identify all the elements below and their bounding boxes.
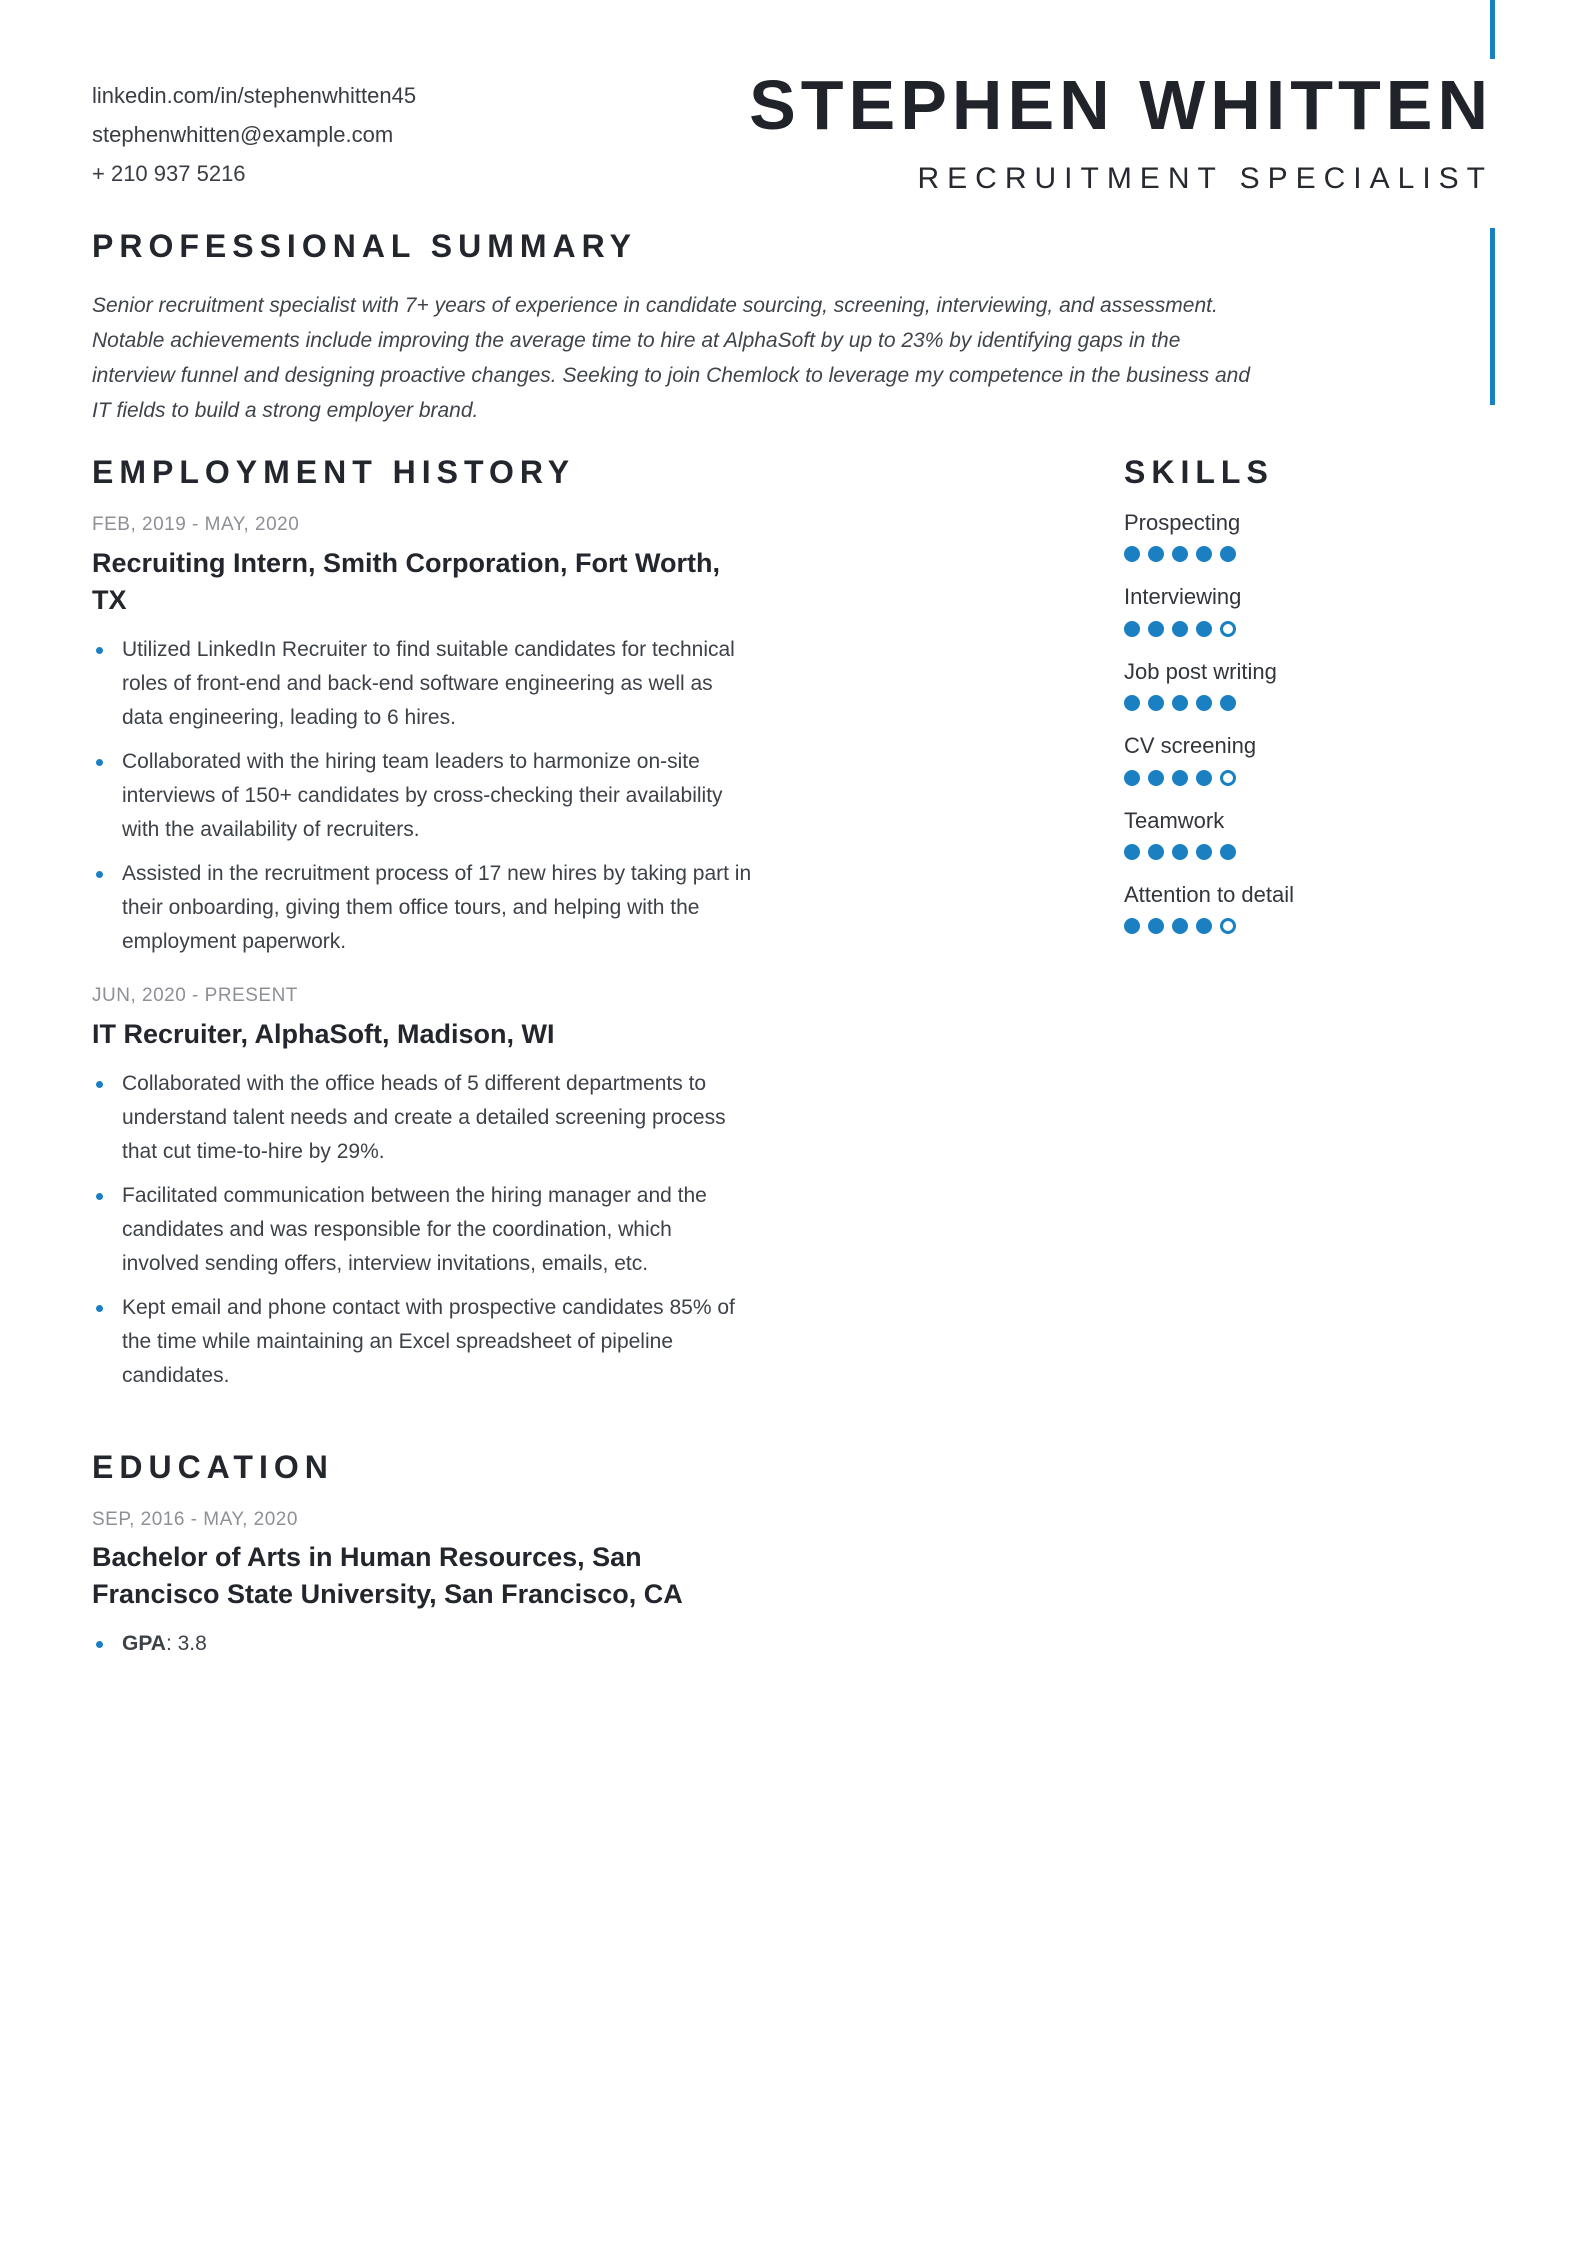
candidate-title: RECRUITMENT SPECIALIST [917,162,1493,195]
skill-dot-filled [1196,844,1212,860]
skill-dot-filled [1148,695,1164,711]
skill-dot-filled [1220,695,1236,711]
skill-label: Teamwork [1124,807,1225,833]
skill-rating [1124,770,1514,786]
skill-dot-filled [1172,695,1188,711]
job-bullet: Utilized LinkedIn Recruiter to find suitable candidates for technical roles of front-end and back-end software engineering as well as data engineering, leading to 6 hires. [92,633,752,735]
skill-dot-filled [1124,844,1140,860]
skill-dot-filled [1172,546,1188,562]
skill-dot-filled [1172,844,1188,860]
skill-dot-filled [1220,844,1236,860]
skill-dot-filled [1124,918,1140,934]
job-entry [92,985,752,1393]
employment-history-section [92,456,752,1393]
accent-bar-bottom [1490,228,1495,405]
skill-item [1124,733,1514,785]
education-degree: Bachelor of Arts in Human Resources, San Francisco State University, San Francisco, CA [92,1542,683,1610]
job-entry [92,514,752,959]
skill-dot-filled [1148,546,1164,562]
skill-rating [1124,546,1514,562]
skill-dot-filled [1196,695,1212,711]
education-bullet [92,1627,752,1661]
main-column [92,456,752,1671]
contact-linkedin: linkedin.com/in/stephenwhitten45 [92,83,417,108]
professional-summary-section [92,230,1257,428]
skill-dot-filled [1124,770,1140,786]
skills-heading: SKILLS [1124,454,1274,490]
contact-block [92,76,416,193]
skill-label: Job post writing [1124,658,1277,684]
skill-dot-empty [1220,621,1236,637]
skill-rating [1124,695,1514,711]
skill-label: Interviewing [1124,584,1242,610]
skill-dot-filled [1196,621,1212,637]
summary-text: Senior recruitment specialist with 7+ years of experience in candidate sourcing, screening, interviewing, and assessment. Notable achievements include improving the average time to hire at AlphaSoft by up to 23% by identifying gaps in the interview funnel and designing proactive changes. Seeking to join Chemlock to leverage my competence in the business and IT fields to build a strong employer brand. [92,294,1251,422]
skill-item [1124,882,1514,934]
skill-dot-filled [1196,546,1212,562]
job-dates: FEB, 2019 - MAY, 2020 [92,514,300,535]
skill-dot-filled [1172,770,1188,786]
skill-dot-empty [1220,918,1236,934]
skill-dot-filled [1172,621,1188,637]
skill-dot-filled [1148,621,1164,637]
skill-dot-filled [1124,695,1140,711]
education-heading: EDUCATION [92,1448,334,1485]
skill-rating [1124,844,1514,860]
job-dates: JUN, 2020 - PRESENT [92,984,298,1006]
skill-dot-filled [1196,918,1212,934]
education-entry [92,1509,752,1662]
skill-dot-filled [1148,918,1164,934]
summary-heading: PROFESSIONAL SUMMARY [92,228,637,264]
skills-column [1124,456,1514,934]
skill-item [1124,584,1514,636]
skill-dot-filled [1220,546,1236,562]
skill-dot-filled [1124,546,1140,562]
job-bullet: Facilitated communication between the hiring manager and the candidates and was responsible for the coordination, which involved sending offers, interview invitations, emails, etc. [92,1179,752,1281]
skill-dot-filled [1148,770,1164,786]
job-bullet: Kept email and phone contact with prospective candidates 85% of the time while maintaining an Excel spreadsheet of pipeline candidates. [92,1291,752,1393]
job-bullet: Collaborated with the hiring team leaders to harmonize on-site interviews of 150+ candidates by cross-checking their availability with the availability of recruiters. [92,745,752,847]
skill-item [1124,510,1514,562]
skill-dot-filled [1148,844,1164,860]
education-bullet-list [92,1627,752,1661]
job-bullet: Collaborated with the office heads of 5 different departments to understand talent needs and create a detailed screening process that cut time-to-hire by 29%. [92,1067,752,1169]
skill-dot-filled [1196,770,1212,786]
candidate-name: STEPHEN WHITTEN [749,66,1493,144]
accent-bar-top [1490,0,1495,59]
gpa-value: : 3.8 [165,1632,207,1656]
skill-rating [1124,621,1514,637]
skill-item [1124,659,1514,711]
skill-dot-empty [1220,770,1236,786]
skill-dot-filled [1172,918,1188,934]
job-title: IT Recruiter, AlphaSoft, Madison, WI [92,1018,555,1049]
job-bullet-list [92,1067,752,1393]
skill-rating [1124,918,1514,934]
education-dates: SEP, 2016 - MAY, 2020 [92,1508,298,1530]
gpa-label: GPA [122,1632,166,1656]
job-bullet: Assisted in the recruitment process of 17 new hires by taking part in their onboarding, giving them office tours, and helping with the employment paperwork. [92,857,752,959]
skill-label: Attention to detail [1124,881,1295,907]
job-title: Recruiting Intern, Smith Corporation, Fort Worth, TX [92,547,720,615]
education-section [92,1448,752,1662]
skill-dot-filled [1124,621,1140,637]
employment-heading: EMPLOYMENT HISTORY [92,454,576,490]
header-block [749,66,1493,195]
job-bullet-list [92,633,752,959]
skill-item [1124,808,1514,860]
skill-label: CV screening [1124,733,1257,759]
skill-label: Prospecting [1124,510,1241,535]
contact-phone: + 210 937 5216 [92,161,246,186]
contact-email: stephenwhitten@example.com [92,122,394,147]
